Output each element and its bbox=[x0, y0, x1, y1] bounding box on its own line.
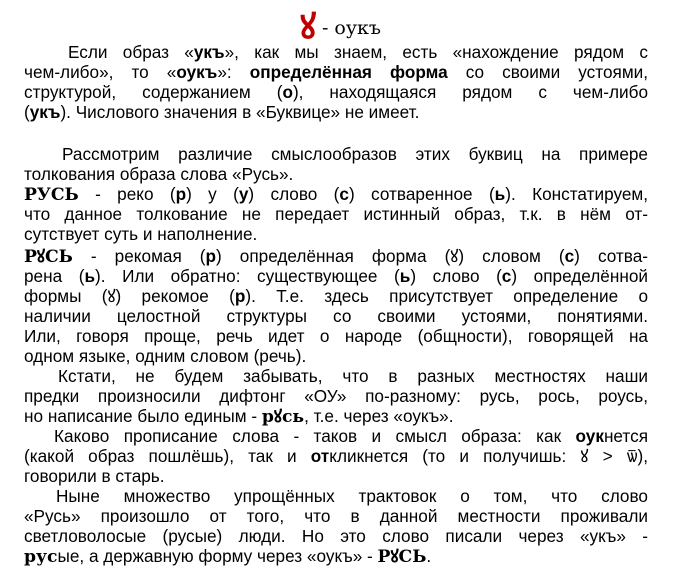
text-run: - рекомая ( bbox=[72, 246, 206, 266]
bold-text: р bbox=[175, 184, 187, 204]
text-run: Каково прописание слова - таков и смысл образа: как bbox=[54, 426, 576, 446]
text-run: Ныне множество упрощённых трактовок о том, что слово bbox=[56, 486, 648, 506]
text-run: толкования образа слова «Русь». bbox=[24, 164, 294, 184]
text-run: Рассмотрим различие смыслообразов этих буквиц на примере bbox=[62, 144, 648, 164]
text-line bbox=[24, 426, 648, 446]
old-script-word: РꙋСЬ bbox=[377, 547, 427, 567]
text-run: рена ( bbox=[24, 266, 85, 286]
bold-text: р bbox=[205, 246, 217, 266]
bold-text: ь bbox=[84, 266, 96, 286]
bold-text: ь bbox=[399, 266, 411, 286]
text-run: ) сотваренное ( bbox=[348, 184, 495, 204]
text-run: ) сотва- bbox=[574, 246, 649, 266]
text-line bbox=[24, 546, 648, 567]
old-script-word: РУСЬ bbox=[24, 185, 79, 205]
bold-text: о bbox=[282, 82, 293, 102]
text-run: , т.е. через «оукъ». bbox=[304, 406, 454, 426]
text-line bbox=[24, 184, 648, 205]
text-run: «Русь» произошло от того, что в данной местности проживали bbox=[24, 506, 648, 526]
text-run: нется bbox=[603, 426, 648, 446]
text-line bbox=[24, 326, 648, 346]
text-line bbox=[24, 486, 648, 506]
text-run: сутствует суть и наполнение. bbox=[24, 224, 258, 244]
text-run: структурой, содержанием ( bbox=[24, 82, 283, 102]
text-line bbox=[24, 286, 648, 306]
old-script-word: рус bbox=[24, 547, 58, 567]
text-line bbox=[24, 224, 648, 244]
bold-text: с bbox=[339, 184, 349, 204]
bold-text: р bbox=[234, 286, 246, 306]
text-line bbox=[24, 42, 648, 62]
bold-text: укъ bbox=[193, 42, 225, 62]
text-line bbox=[24, 466, 648, 486]
text-line bbox=[24, 386, 648, 406]
text-run: формы (ꙋ) рекомое ( bbox=[24, 286, 235, 306]
title-text: - оукъ bbox=[315, 17, 382, 39]
text-line bbox=[24, 366, 648, 386]
text-run: ) слово ( bbox=[410, 266, 502, 286]
text-run: одном языке, одним словом (речь). bbox=[24, 346, 307, 366]
text-run: »: bbox=[217, 62, 250, 82]
text-run: чем-либо», то « bbox=[24, 62, 177, 82]
text-line bbox=[24, 82, 648, 102]
text-run: ), находящаяся рядом с чем-либо bbox=[292, 82, 649, 102]
text-run: но написание было единым - bbox=[24, 406, 262, 426]
text-run: наличии целостной структуры со своими устоями, понятиями. bbox=[24, 306, 648, 326]
text-run: Или, говоря проще, речь идет о народе (общности), говорящей на bbox=[24, 326, 648, 346]
text-line bbox=[24, 204, 648, 224]
bold-text: оукъ bbox=[176, 62, 218, 82]
text-line bbox=[24, 306, 648, 326]
text-line bbox=[24, 246, 648, 267]
text-run: ) определённой bbox=[511, 266, 648, 286]
text-run: ) у ( bbox=[186, 184, 239, 204]
text-run: ). Числового значения в «Буквице» не имеет. bbox=[60, 102, 420, 122]
text-line bbox=[24, 144, 648, 164]
text-run: светловолосые (русые) люди. Но это слово писали через «укъ» - bbox=[24, 526, 648, 546]
bold-text: определённая форма bbox=[249, 62, 448, 82]
letter-glyph: ꙋ bbox=[299, 7, 316, 47]
bold-text: укъ bbox=[29, 102, 61, 122]
bold-text: от bbox=[310, 446, 330, 466]
text-line bbox=[24, 164, 648, 184]
text-run: . bbox=[426, 546, 432, 566]
text-run: говорили в старь. bbox=[24, 466, 165, 486]
text-line bbox=[24, 62, 648, 82]
text-run: что данное толкование не передает истинный образ, т.к. в нём от- bbox=[24, 204, 648, 224]
bold-text: с bbox=[501, 266, 512, 286]
text-run: (какой образ пошлёшь), так и bbox=[24, 446, 311, 466]
bold-text: у bbox=[238, 184, 249, 204]
text-line bbox=[24, 506, 648, 526]
text-run: кликнется (то и получишь: ꙋ > ѿ), bbox=[329, 446, 648, 466]
text-line bbox=[24, 526, 648, 546]
text-run: ). Констатируем, bbox=[505, 184, 648, 204]
old-script-word: РꙋСЬ bbox=[24, 247, 73, 267]
text-run: Кстати, не будем забывать, что в разных местностях наши bbox=[58, 366, 648, 386]
bold-text: с bbox=[564, 246, 575, 266]
text-line bbox=[24, 346, 648, 366]
text-run: », как мы знаем, есть «нахождение рядом с bbox=[224, 42, 648, 62]
old-script-word: рꙋсь bbox=[261, 407, 305, 427]
bold-text: ь bbox=[494, 184, 506, 204]
text-run: предки произносили дифтонг «ОУ» по-разному: русь, рось, роусь, bbox=[24, 386, 648, 406]
text-run: ). Т.е. здесь присутствует определение о bbox=[245, 286, 649, 306]
text-line bbox=[24, 446, 648, 466]
text-line bbox=[24, 266, 648, 286]
text-run: ( bbox=[24, 102, 30, 122]
text-run: со своими устоями, bbox=[447, 62, 649, 82]
text-run: ). Или обратно: существующее ( bbox=[95, 266, 400, 286]
text-line bbox=[24, 406, 648, 427]
text-run: ые, а державную форму через «оукъ» - bbox=[57, 546, 378, 566]
text-line bbox=[24, 102, 648, 122]
text-run: - реко ( bbox=[78, 184, 176, 204]
text-run: ) слово ( bbox=[248, 184, 340, 204]
bold-text: оук bbox=[575, 426, 604, 446]
text-run: Если образ « bbox=[68, 42, 194, 62]
text-run: ) определённая форма (ꙋ) словом ( bbox=[216, 246, 565, 266]
